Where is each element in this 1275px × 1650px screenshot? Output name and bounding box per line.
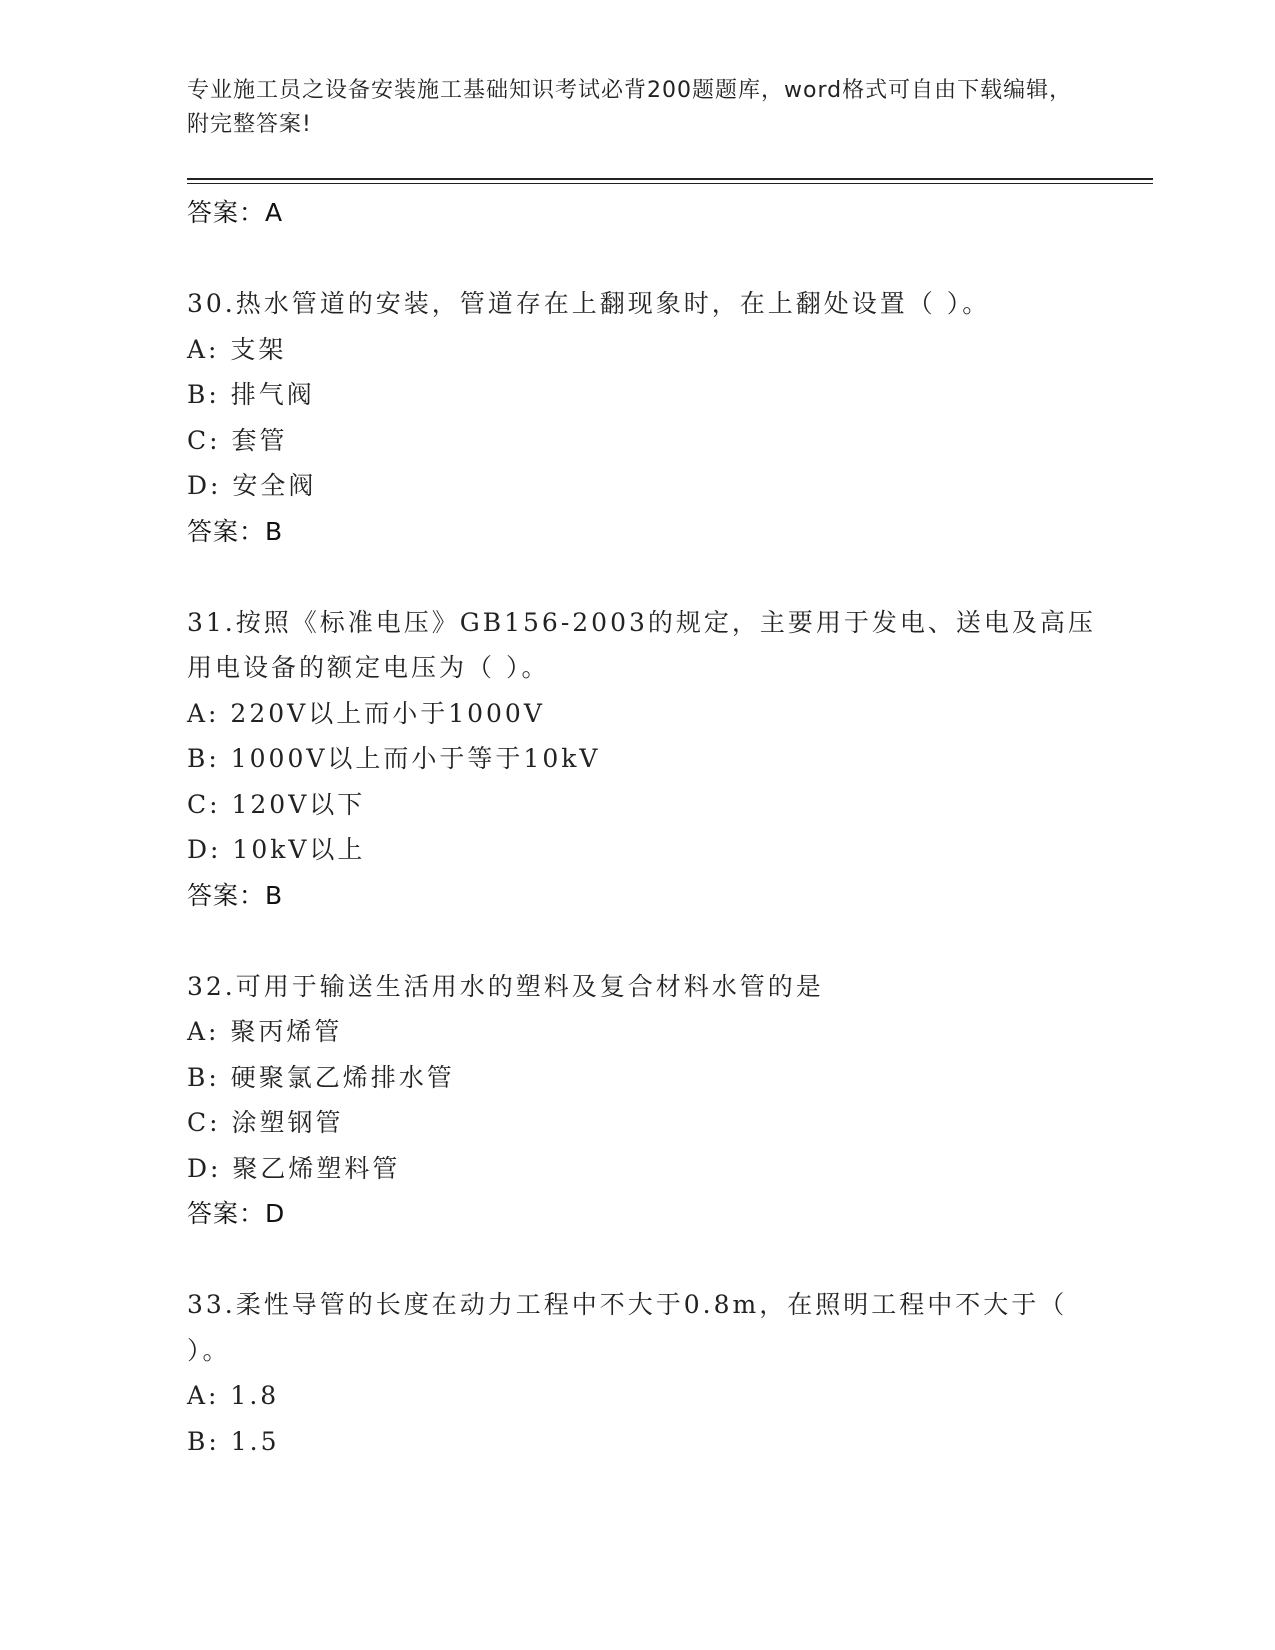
question-list: [187, 190, 1096, 1464]
question-stem: 31.按照《标准电压》GB156-2003的规定，主要用于发电、送电及高压: [187, 607, 1096, 637]
question-stem: 33.柔性导管的长度在动力工程中不大于0.8m，在照明工程中不大于（: [187, 1290, 1068, 1319]
option-d: D: 10kV以上: [187, 835, 366, 864]
option-b: B: 排气阀: [187, 380, 315, 409]
question-block: [187, 600, 1096, 919]
document-header: 专业施工员之设备安装施工基础知识考试必背200题题库，word格式可自由下载编辑，附完整答案!: [187, 78, 1073, 137]
question-stem-continued: 用电设备的额定电压为（ ）。: [187, 653, 550, 682]
option-a: A: 支架: [187, 334, 287, 364]
option-a: A: 220V以上而小于1000V: [187, 698, 545, 728]
spacer: [187, 554, 1087, 600]
option-a: A: 聚丙烯管: [187, 1017, 343, 1046]
option-c: C: 涂塑钢管: [187, 1108, 344, 1137]
question-block: [187, 1282, 1087, 1464]
option-c: C: 套管: [187, 425, 288, 455]
question-stem: 32.可用于输送生活用水的塑料及复合材料水管的是: [187, 971, 824, 1001]
spacer: [187, 1237, 1087, 1283]
option-d: D: 聚乙烯塑料管: [187, 1153, 401, 1183]
question-stem-continued: ）。: [187, 1335, 231, 1365]
option-b: B: 1000V以上而小于等于10kV: [187, 744, 601, 773]
answer-line: 答案：B: [187, 880, 284, 910]
header-divider-thick: [187, 178, 1153, 180]
option-a: A: 1.8: [187, 1381, 280, 1410]
question-stem: 30.热水管道的安装，管道存在上翻现象时，在上翻处设置（ ）。: [187, 289, 991, 318]
answer-line: 答案：A: [187, 198, 284, 227]
option-d: D: 安全阀: [187, 471, 317, 500]
answer-line: 答案：B: [187, 516, 284, 546]
option-c: C: 120V以下: [187, 789, 366, 819]
question-block: [187, 281, 1087, 554]
spacer: [187, 236, 1087, 282]
option-b: B: 1.5: [187, 1426, 280, 1456]
header-divider-thin: [187, 183, 1153, 184]
spacer: [187, 918, 1087, 964]
option-b: B: 硬聚氯乙烯排水管: [187, 1062, 455, 1092]
question-block: [187, 964, 1087, 1237]
answer-line: 答案：D: [187, 1199, 286, 1228]
